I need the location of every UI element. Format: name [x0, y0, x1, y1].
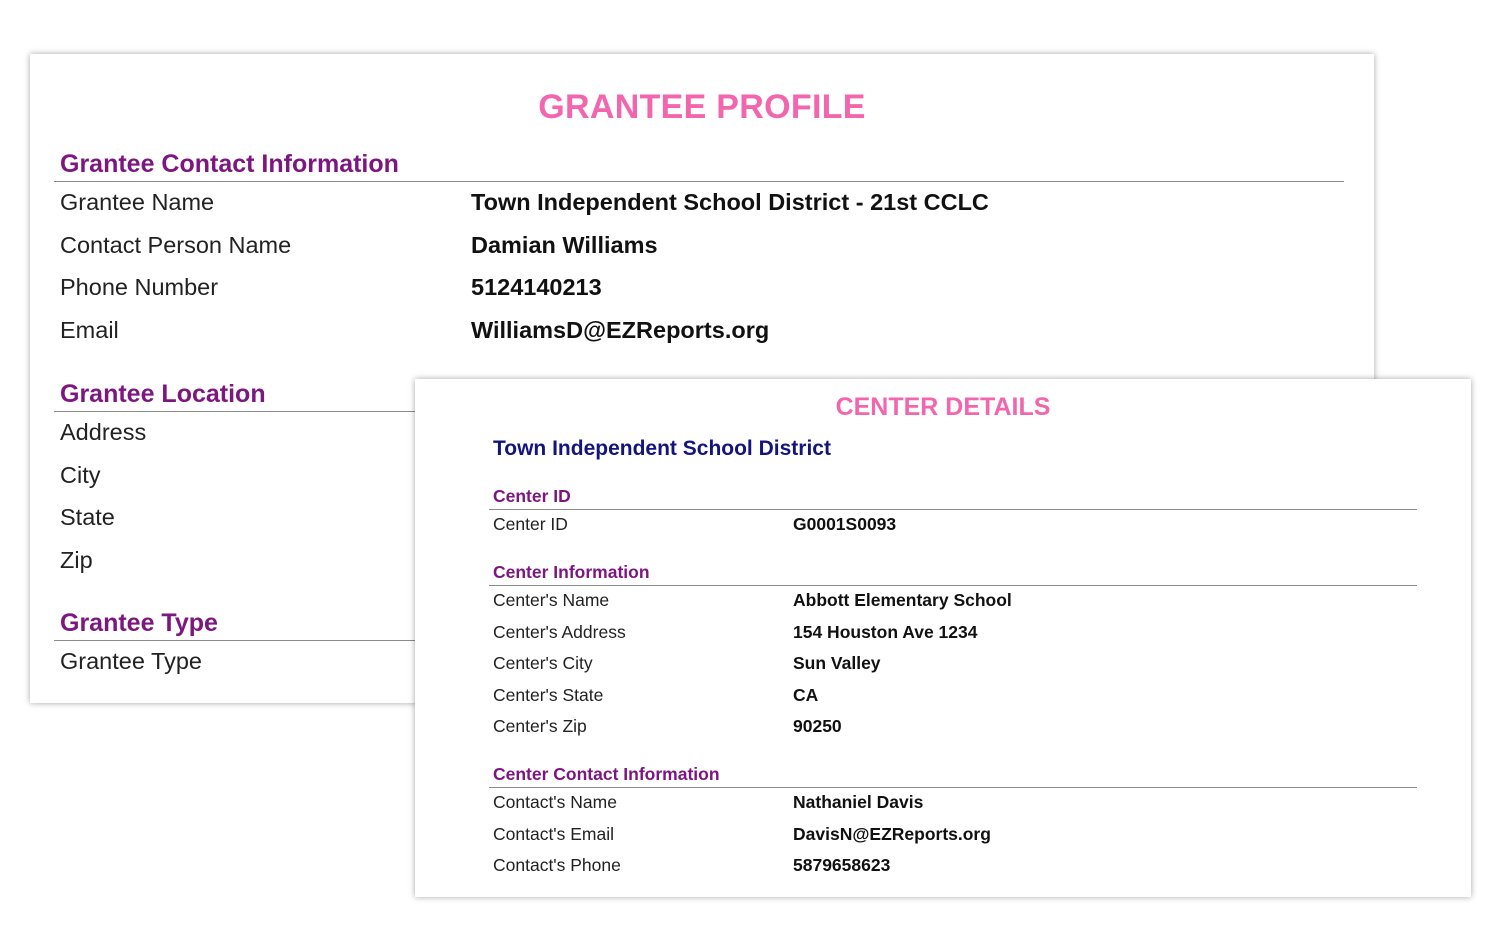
center-details-title: CENTER DETAILS	[835, 393, 1051, 421]
grantee-contact-section	[54, 147, 1344, 352]
email-label: Email	[60, 316, 119, 343]
contact-email-label: Contact's Email	[493, 823, 615, 844]
center-id-section	[489, 484, 1417, 542]
center-id-heading: Center ID	[493, 486, 571, 506]
contact-name-row	[489, 788, 1417, 820]
center-address-row	[489, 618, 1417, 650]
zip-label: Zip	[60, 546, 93, 573]
center-address-label: Center's Address	[493, 621, 626, 642]
phone-number-label: Phone Number	[60, 274, 219, 300]
contact-person-label: Contact Person Name	[60, 231, 292, 258]
center-state-value: CA	[793, 684, 819, 705]
phone-number-row	[54, 267, 1344, 310]
center-city-label: Center's City	[493, 653, 593, 673]
contact-phone-value: 5879658623	[793, 855, 891, 875]
center-city-row	[489, 649, 1417, 681]
grantee-name-row	[54, 182, 1344, 225]
center-id-label: Center ID	[493, 514, 568, 534]
center-zip-value: 90250	[793, 716, 842, 736]
city-label: City	[60, 461, 101, 488]
center-details-card	[415, 379, 1471, 897]
grantee-profile-title: GRANTEE PROFILE	[538, 88, 866, 126]
grantee-contact-heading: Grantee Contact Information	[60, 150, 399, 178]
email-value: WilliamsD@EZReports.org	[471, 316, 770, 343]
center-contact-heading: Center Contact Information	[493, 764, 720, 784]
email-row	[54, 310, 1344, 353]
center-info-section	[489, 560, 1417, 744]
contact-phone-label: Contact's Phone	[493, 855, 621, 875]
address-label: Address	[60, 419, 147, 445]
contact-email-row	[489, 820, 1417, 852]
contact-email-value: DavisN@EZReports.org	[793, 823, 991, 844]
center-state-label: Center's State	[493, 684, 604, 705]
grantee-location-heading: Grantee Location	[60, 380, 266, 408]
center-id-value: G0001S0093	[793, 514, 897, 534]
phone-number-value: 5124140213	[471, 274, 602, 300]
center-zip-label: Center's Zip	[493, 716, 587, 736]
center-contact-section	[489, 762, 1417, 883]
contact-name-label: Contact's Name	[493, 792, 617, 812]
center-zip-row	[489, 712, 1417, 744]
contact-name-value: Nathaniel Davis	[793, 792, 924, 812]
center-name-row	[489, 586, 1417, 618]
grantee-name-label: Grantee Name	[60, 189, 215, 215]
center-id-row	[489, 510, 1417, 542]
center-state-row	[489, 681, 1417, 713]
state-label: State	[60, 504, 115, 530]
contact-person-row	[54, 225, 1344, 268]
contact-phone-row	[489, 851, 1417, 883]
center-name-value: Abbott Elementary School	[793, 590, 1012, 610]
center-name-label: Center's Name	[493, 590, 610, 610]
grantee-type-label: Grantee Type	[60, 648, 202, 674]
center-city-value: Sun Valley	[793, 653, 881, 673]
center-address-value: 154 Houston Ave 1234	[793, 621, 978, 642]
district-name: Town Independent School District	[493, 437, 831, 460]
grantee-name-value: Town Independent School District - 21st CCLC	[471, 189, 989, 215]
center-info-heading: Center Information	[493, 562, 650, 582]
grantee-type-heading: Grantee Type	[60, 609, 218, 637]
contact-person-value: Damian Williams	[471, 231, 658, 258]
